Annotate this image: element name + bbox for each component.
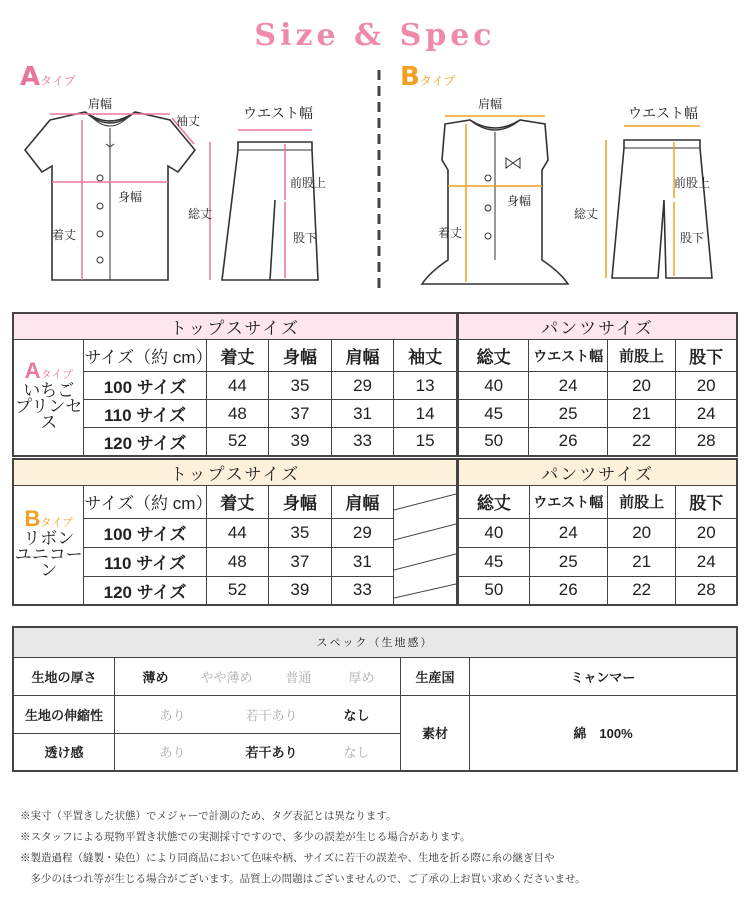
b-cell: 24 bbox=[676, 547, 737, 576]
a-cell: 31 bbox=[331, 400, 394, 428]
spec-table bbox=[12, 626, 738, 772]
a-waist-label: ウエスト幅 bbox=[243, 106, 313, 122]
a-cell: 48 bbox=[206, 400, 269, 428]
b-cell: 24 bbox=[529, 518, 607, 547]
a-inseam-label: 股下 bbox=[293, 231, 318, 245]
b-cell: 40 bbox=[458, 518, 529, 547]
b-cell: 20 bbox=[607, 518, 675, 547]
note-line: ※実寸（平置きした状態）でメジャーで計測のため、タグ表記とは異なります。 bbox=[20, 810, 397, 822]
thickness-thick: 厚め bbox=[348, 669, 375, 685]
a-sleeve-label: 袖丈 bbox=[176, 114, 201, 128]
b-rise-label: 前股上 bbox=[674, 176, 711, 190]
spec-title: スペック（生地感） bbox=[13, 627, 737, 657]
thickness-slightly-thin: やや薄め bbox=[200, 669, 253, 685]
type-a-label bbox=[20, 62, 76, 92]
a-body-label: 身幅 bbox=[118, 190, 143, 204]
a-cell: 20 bbox=[676, 372, 737, 400]
sheer-none: なし bbox=[343, 745, 370, 761]
a-row-size: 120 サイズ bbox=[84, 428, 206, 456]
b-tops-title: トップスサイズ bbox=[13, 459, 458, 486]
a-cell: 45 bbox=[457, 400, 528, 428]
note-line: ※スタッフによる現物平置き状態での実測採寸ですので、多少の誤差が生じる場合があります。 bbox=[20, 831, 471, 843]
table-row bbox=[13, 428, 737, 456]
b-type-cell bbox=[13, 486, 84, 606]
a-row-size: 100 サイズ bbox=[84, 372, 206, 400]
b-cell: 20 bbox=[676, 518, 737, 547]
type-b-dress-diagram bbox=[410, 100, 580, 295]
b-size-header: サイズ（約 cm） bbox=[84, 486, 206, 519]
a-cell: 21 bbox=[607, 400, 676, 428]
type-b-suffix: タイプ bbox=[419, 74, 456, 88]
b-row-size: 110 サイズ bbox=[84, 547, 206, 576]
a-table-letter: A bbox=[24, 358, 41, 384]
b-cell: 31 bbox=[331, 547, 394, 576]
b-table-letter: B bbox=[24, 506, 41, 531]
b-col-body: 身幅 bbox=[269, 486, 332, 519]
b-cell: 35 bbox=[269, 518, 332, 547]
b-cell: 22 bbox=[607, 576, 675, 605]
b-total-label: 総丈 bbox=[574, 207, 599, 221]
a-cell: 35 bbox=[269, 372, 332, 400]
a-col-rise: 前股上 bbox=[607, 340, 676, 372]
spec-stretch-options bbox=[115, 695, 401, 733]
b-cell: 37 bbox=[269, 547, 332, 576]
a-cell: 24 bbox=[529, 372, 607, 400]
b-pants-title: パンツサイズ bbox=[458, 459, 737, 486]
b-name1: リボン bbox=[23, 529, 75, 548]
a-name1: いちご bbox=[23, 381, 75, 401]
a-length-label: 着丈 bbox=[52, 228, 77, 242]
table-row bbox=[13, 547, 737, 576]
page-title: Size & Spec bbox=[254, 18, 496, 53]
table-row bbox=[13, 518, 737, 547]
type-a-suffix: タイプ bbox=[40, 74, 76, 88]
a-pants-title: パンツサイズ bbox=[457, 313, 737, 340]
b-col-total: 総丈 bbox=[458, 486, 529, 519]
note-line: 多少のほつれ等が生じる場合がございます。品質上の問題はございませんので、ご了承の上お買い求めくださいませ。 bbox=[20, 873, 586, 885]
center-divider bbox=[377, 70, 381, 292]
a-cell: 28 bbox=[676, 428, 737, 456]
spec-stretch-label: 生地の伸縮性 bbox=[13, 695, 115, 733]
b-table-suffix: タイプ bbox=[40, 517, 73, 529]
type-b-label bbox=[400, 62, 455, 92]
b-col-inseam: 股下 bbox=[676, 486, 737, 519]
spec-thickness-label: 生地の厚さ bbox=[13, 657, 115, 695]
table-row bbox=[13, 400, 737, 428]
b-cell: 39 bbox=[269, 576, 332, 605]
a-type-cell bbox=[13, 340, 84, 456]
table-row bbox=[13, 576, 737, 605]
a-row-size: 110 サイズ bbox=[84, 400, 206, 428]
b-cell: 29 bbox=[331, 518, 394, 547]
b-cell: 45 bbox=[458, 547, 529, 576]
spec-origin-value: ミャンマー bbox=[470, 657, 738, 695]
a-cell: 52 bbox=[206, 428, 269, 456]
b-cell: 52 bbox=[206, 576, 269, 605]
a-col-shoulder: 肩幅 bbox=[331, 340, 394, 372]
a-cell: 24 bbox=[676, 400, 737, 428]
spec-sheer-options bbox=[115, 733, 401, 771]
a-cell: 25 bbox=[529, 400, 607, 428]
spec-sheer-label: 透け感 bbox=[13, 733, 115, 771]
a-cell: 50 bbox=[457, 428, 528, 456]
b-empty-sleeve-cell bbox=[394, 486, 458, 606]
b-cell: 50 bbox=[458, 576, 529, 605]
a-cell: 13 bbox=[394, 372, 458, 400]
b-length-label: 着丈 bbox=[438, 226, 463, 240]
type-a-pants-diagram bbox=[200, 120, 350, 290]
b-cell: 21 bbox=[607, 547, 675, 576]
stretch-slight: 若干あり bbox=[245, 707, 298, 723]
b-col-rise: 前股上 bbox=[607, 486, 675, 519]
a-cell: 26 bbox=[529, 428, 607, 456]
a-name2: プリンセス bbox=[15, 397, 83, 433]
a-col-length: 着丈 bbox=[206, 340, 269, 372]
spec-thickness-options bbox=[115, 657, 401, 695]
b-cell: 26 bbox=[529, 576, 607, 605]
b-inseam-label: 股下 bbox=[680, 231, 705, 245]
a-col-sleeve: 袖丈 bbox=[394, 340, 458, 372]
type-b-pants-diagram bbox=[592, 120, 732, 290]
b-waist-label: ウエスト幅 bbox=[628, 106, 698, 122]
a-cell: 14 bbox=[394, 400, 458, 428]
thickness-thin: 薄め bbox=[142, 669, 169, 685]
a-col-waist: ウエスト幅 bbox=[529, 340, 607, 372]
b-cell: 28 bbox=[676, 576, 737, 605]
size-table-a bbox=[12, 312, 738, 457]
b-name2: ユニコーン bbox=[14, 545, 83, 580]
b-shoulder-label: 肩幅 bbox=[478, 97, 503, 111]
a-cell: 15 bbox=[394, 428, 458, 456]
b-cell: 48 bbox=[206, 547, 269, 576]
stretch-yes: あり bbox=[159, 707, 186, 723]
b-cell: 25 bbox=[529, 547, 607, 576]
a-cell: 44 bbox=[206, 372, 269, 400]
b-cell: 44 bbox=[206, 518, 269, 547]
thickness-normal: 普通 bbox=[285, 669, 312, 685]
a-col-total: 総丈 bbox=[457, 340, 528, 372]
size-table-b bbox=[12, 458, 738, 606]
diagonal-lines bbox=[394, 486, 456, 604]
a-cell: 39 bbox=[269, 428, 332, 456]
type-a-shirt-diagram bbox=[10, 100, 213, 300]
a-size-header: サイズ（約 cm） bbox=[84, 340, 206, 372]
b-col-length: 着丈 bbox=[206, 486, 269, 519]
spec-material-value: 綿 100% bbox=[470, 695, 738, 771]
b-row-size: 100 サイズ bbox=[84, 518, 206, 547]
b-cell: 33 bbox=[331, 576, 394, 605]
spec-material-label: 素材 bbox=[401, 695, 470, 771]
b-col-waist: ウエスト幅 bbox=[529, 486, 607, 519]
note-line: ※製造過程（縫製・染色）により同商品において色味や柄、サイズに若干の誤差や、生地を折る際に糸の継ぎ目や bbox=[20, 852, 555, 864]
a-shoulder-label: 肩幅 bbox=[88, 97, 113, 111]
a-total-label: 総丈 bbox=[188, 207, 213, 221]
stretch-none: なし bbox=[343, 707, 370, 723]
a-cell: 20 bbox=[607, 372, 676, 400]
a-cell: 40 bbox=[457, 372, 528, 400]
sheer-slight: 若干あり bbox=[245, 745, 298, 761]
a-col-inseam: 股下 bbox=[676, 340, 737, 372]
b-col-shoulder: 肩幅 bbox=[331, 486, 394, 519]
spec-origin-label: 生産国 bbox=[401, 657, 470, 695]
a-tops-title: トップスサイズ bbox=[13, 313, 457, 340]
a-col-body: 身幅 bbox=[269, 340, 332, 372]
a-cell: 37 bbox=[269, 400, 332, 428]
notes bbox=[20, 806, 586, 890]
type-b-letter: B bbox=[400, 62, 420, 92]
b-body-label: 身幅 bbox=[507, 194, 532, 208]
sheer-yes: あり bbox=[159, 745, 186, 761]
a-table-suffix: タイプ bbox=[40, 369, 73, 382]
b-row-size: 120 サイズ bbox=[84, 576, 206, 605]
a-cell: 33 bbox=[331, 428, 394, 456]
type-a-letter: A bbox=[20, 62, 41, 92]
table-row bbox=[13, 372, 737, 400]
a-rise-label: 前股上 bbox=[290, 176, 327, 190]
a-cell: 29 bbox=[331, 372, 394, 400]
a-cell: 22 bbox=[607, 428, 676, 456]
